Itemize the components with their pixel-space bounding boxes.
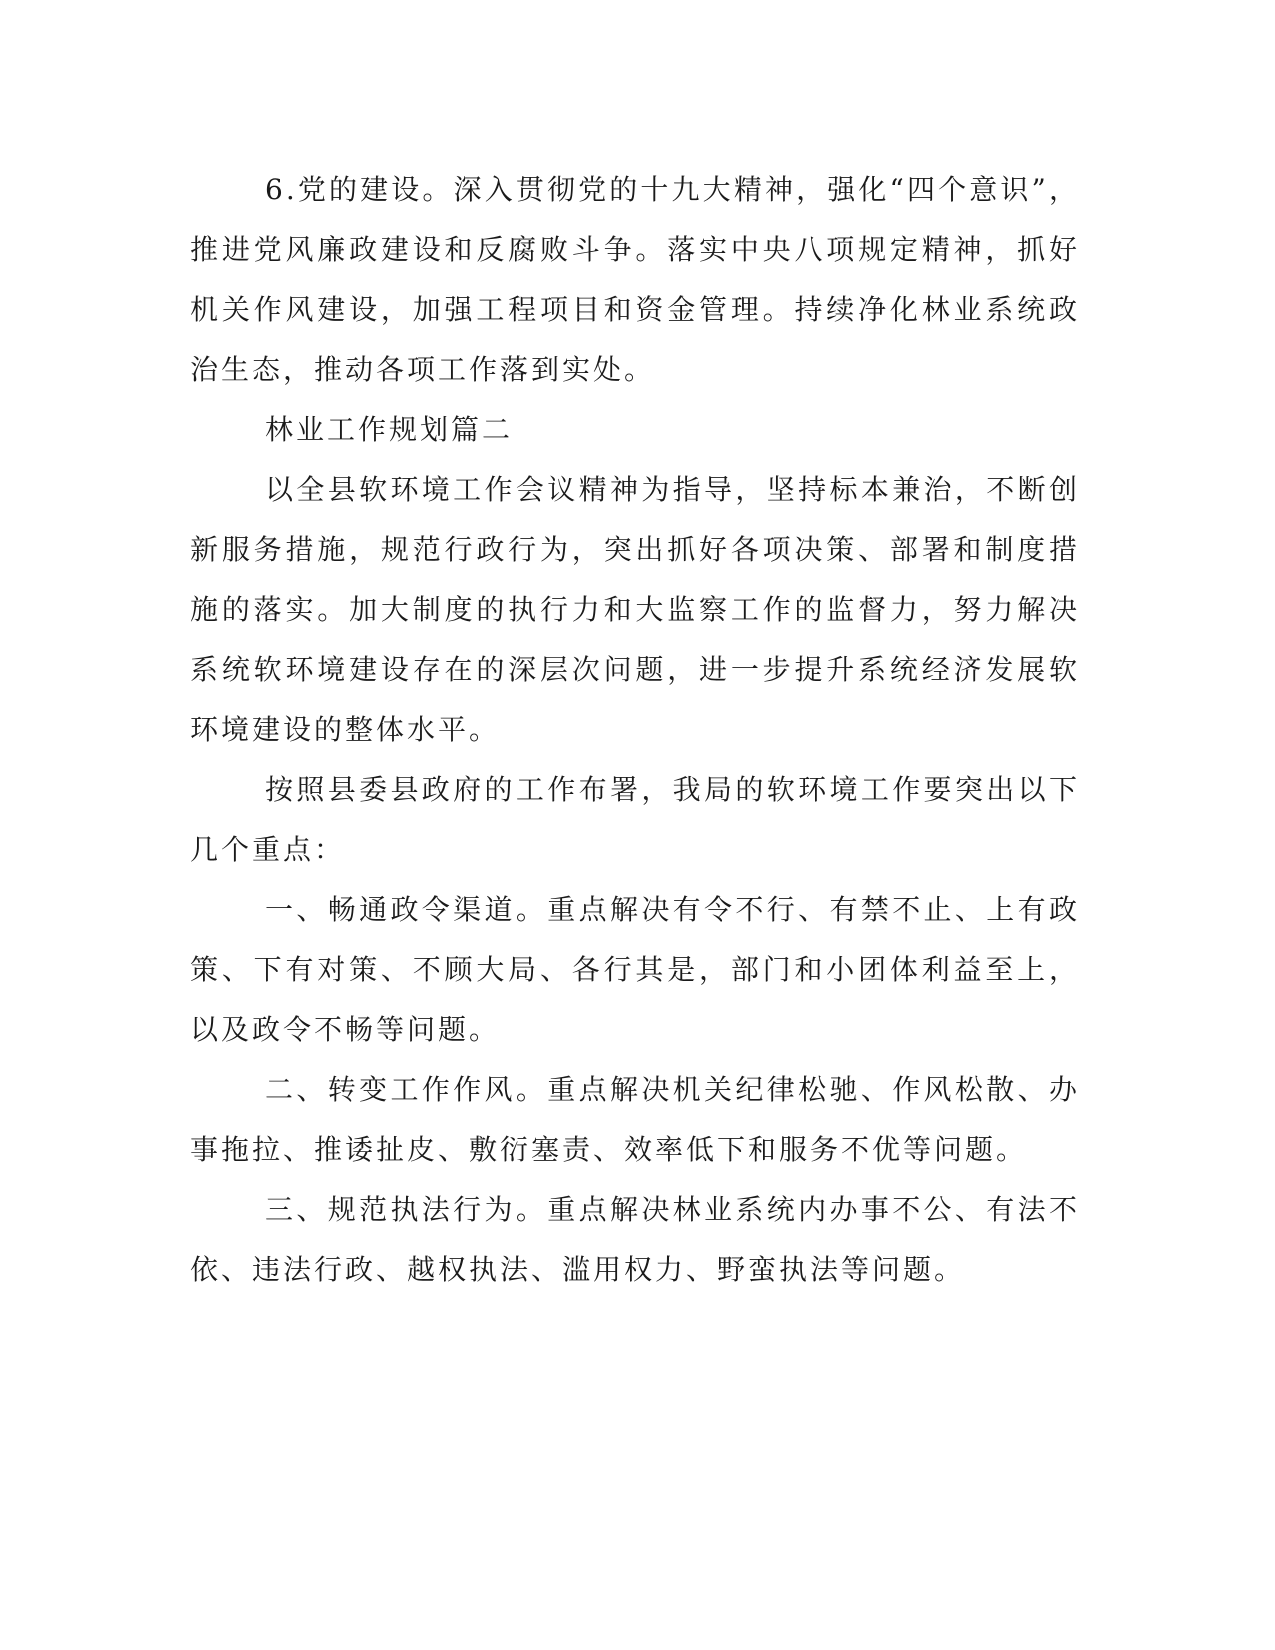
paragraph-guiding-principle: 以全县软环境工作会议精神为指导，坚持标本兼治，不断创新服务措施，规范行政行为，突出抓好各项决策、部署和制度措施的落实。加大制度的执行力和大监察工作的监督力，努力解决系统软环境建设存在的深层次问题，进一步提升系统经济发展软环境建设的整体水平。	[190, 473, 1080, 746]
paragraph-key-points-intro: 按照县委县政府的工作布署，我局的软环境工作要突出以下几个重点：	[190, 773, 1080, 866]
paragraph-point-three: 三、规范执法行为。重点解决林业系统内办事不公、有法不依、违法行政、越权执法、滥用权力、野蛮执法等问题。	[190, 1193, 1080, 1286]
paragraph-point-one: 一、畅通政令渠道。重点解决有令不行、有禁不止、上有政策、下有对策、不顾大局、各行其是，部门和小团体利益至上，以及政令不畅等问题。	[190, 893, 1080, 1046]
paragraph-party-building: 6.党的建设。深入贯彻党的十九大精神，强化“四个意识”，推进党风廉政建设和反腐败斗争。落实中央八项规定精神，抓好机关作风建设，加强工程项目和资金管理。持续净化林业系统政治生态，推动各项工作落到实处。	[190, 173, 1080, 386]
section-heading: 林业工作规划篇二	[265, 413, 514, 446]
paragraph-point-two: 二、转变工作作风。重点解决机关纪律松驰、作风松散、办事拖拉、推诿扯皮、敷衍塞责、效率低下和服务不优等问题。	[190, 1073, 1080, 1166]
document-body	[190, 160, 1080, 1300]
